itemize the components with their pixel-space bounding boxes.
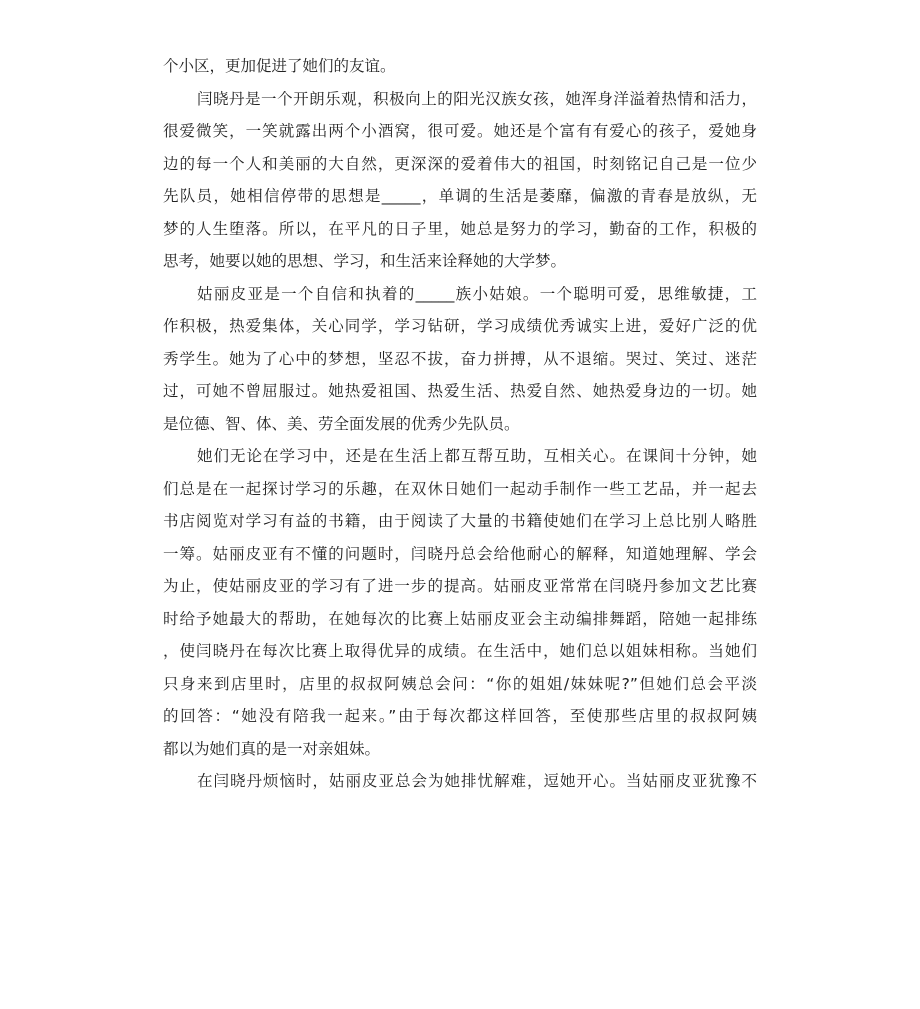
paragraph-start-line: 她们无论在学习中，还是在生活上都互帮互助，互相关心。在课间十分钟，她 [197, 447, 757, 465]
text-line: 秀学生。她为了心中的梦想，坚忍不拔，奋力拼搏，从不退缩。哭过、笑过、迷茫 [163, 350, 757, 368]
text-line: 思考，她要以她的思想、学习，和生活来诠释她的大学梦。 [163, 252, 567, 270]
text-line: 边的每一个人和美丽的大自然，更深深的爱着伟大的祖国，时刻铭记自己是一位少 [163, 155, 757, 173]
text-line: 梦的人生堕落。所以，在平凡的日子里，她总是努力的学习，勤奋的工作，积极的 [163, 220, 757, 238]
text-line: 时给予她最大的帮助，在她每次的比赛上姑丽皮亚会主动编排舞蹈，陪她一起排练 [163, 610, 757, 628]
paragraph-start-line: 姑丽皮亚是一个自信和执着的_____族小姑娘。一个聪明可爱，思维敏捷，工 [197, 285, 757, 303]
paragraph-start-line: 闫晓丹是一个开朗乐观，积极向上的阳光汉族女孩，她浑身洋溢着热情和活力， [197, 90, 757, 108]
text-line: 是位德、智、体、美、劳全面发展的优秀少先队员。 [163, 415, 520, 433]
text-line: 过，可她不曾屈服过。她热爱祖国、热爱生活、热爱自然、她热爱身边的一切。她 [163, 382, 757, 400]
text-line: 们总是在一起探讨学习的乐趣，在双休日她们一起动手制作一些工艺品，并一起去 [163, 480, 757, 498]
text-line: 的回答：“她没有陪我一起来。”由于每次都这样回答，至使那些店里的叔叔阿姨 [163, 707, 757, 725]
text-line: ，使闫晓丹在每次比赛上取得优异的成绩。在生活中，她们总以姐妹相称。当她们 [163, 642, 757, 660]
text-line: 一筹。姑丽皮亚有不懂的问题时，闫晓丹总会给他耐心的解释，知道她理解、学会 [163, 545, 757, 563]
text-line: 书店阅览对学习有益的书籍，由于阅读了大量的书籍使她们在学习上总比别人略胜 [163, 512, 757, 530]
paragraph-start-line: 在闫晓丹烦恼时，姑丽皮亚总会为她排忧解难，逗她开心。当姑丽皮亚犹豫不 [197, 772, 757, 790]
text-line: 先队员，她相信停带的思想是_____，单调的生活是萎靡，偏激的青春是放纵，无 [163, 187, 757, 205]
text-line: 为止，使姑丽皮亚的学习有了进一步的提高。姑丽皮亚常常在闫晓丹参加文艺比赛 [163, 577, 757, 595]
text-line: 都以为她们真的是一对亲姐妹。 [163, 740, 381, 758]
text-line: 个小区，更加促进了她们的友谊。 [163, 57, 396, 75]
text-line: 很爱微笑，一笑就露出两个小酒窝，很可爱。她还是个富有有爱心的孩子，爱她身 [163, 122, 757, 140]
text-line: 作积极，热爱集体，关心同学，学习钻研，学习成绩优秀诚实上进，爱好广泛的优 [163, 317, 757, 335]
text-line: 只身来到店里时，店里的叔叔阿姨总会问：“你的姐姐/妹妹呢?”但她们总会平淡 [163, 675, 757, 693]
